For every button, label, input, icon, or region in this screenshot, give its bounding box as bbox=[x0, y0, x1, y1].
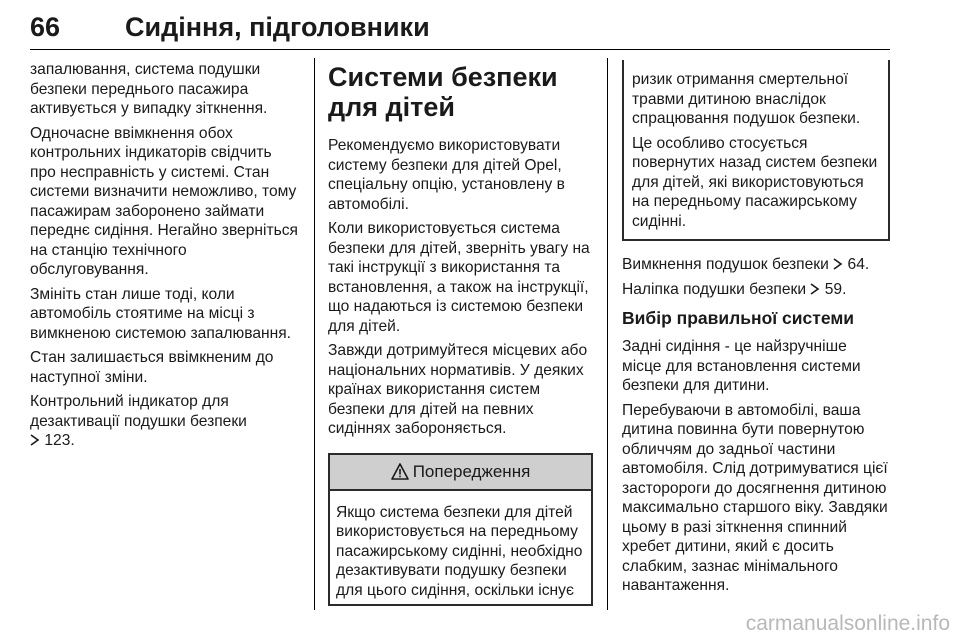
cross-reference bbox=[622, 280, 890, 300]
cross-reference-text: Наліпка подушки безпеки bbox=[622, 280, 807, 298]
page-reference-arrow-icon bbox=[30, 432, 40, 444]
cross-reference-text: Вимкнення подушок безпеки bbox=[622, 256, 829, 273]
warning-text: Якщо система безпеки для дітей використовується на передньому пасажирському сидінні, необхідно дезактивувати подушку безпеки для цього сидіння, оскільки існує bbox=[336, 503, 583, 599]
section-heading: Системи безпеки для дітей bbox=[328, 62, 558, 122]
page-title: Сидіння, підголовники bbox=[125, 12, 430, 42]
cross-reference-page[interactable]: 123. bbox=[44, 432, 75, 449]
watermark: carmanualsonline.info bbox=[745, 612, 950, 635]
warning-box-continued bbox=[622, 60, 890, 241]
paragraph: Рекомендуємо використовувати систему безпеки для дітей Opel, спеціальну опцію, установлену в автомобілі. bbox=[328, 137, 565, 213]
paragraph: Завжди дотримуйтеся місцевих або національних нормативів. У деяких країнах використання систем безпеки для дітей на певних сидіннях забороняється. bbox=[328, 342, 588, 437]
page-number: 66 bbox=[30, 12, 61, 42]
cross-reference bbox=[622, 255, 890, 275]
warning-triangle-icon bbox=[391, 463, 409, 480]
page-reference-arrow-icon bbox=[833, 256, 843, 268]
cross-reference-page[interactable]: 64. bbox=[847, 256, 870, 273]
page-header bbox=[30, 12, 890, 48]
paragraph: Перебуваючи в автомобілі, ваша дитина повинна бути повернутою обличчям до задньої частини автомобіля. Слід дотримуватися цієї засторороги до досягнення дитиною максимально старшого віку. Завдяки цьому в разі зіткнення спинний хребет дитини, який є досить слабким, зазнає мінімального навантаження. bbox=[622, 401, 888, 594]
subsection-heading: Вибір правильної системи bbox=[622, 308, 855, 328]
paragraph: Стан залишається ввімкненим до наступної зміни. bbox=[30, 349, 274, 386]
column-divider-left bbox=[314, 58, 315, 610]
paragraph: Коли використовується система безпеки для дітей, зверніть увагу на такі інструкції з використання та встановлення, а також на інструкції, що надаються із системою безпеки для дітей. bbox=[328, 220, 590, 335]
column-divider-right bbox=[607, 58, 608, 610]
warning-text: Це особливо стосується повернутих назад систем безпеки для дітей, які використовуються на передньому пасажирському сидінні. bbox=[632, 134, 878, 230]
cross-reference-text: Контрольний індикатор для дезактивації подушки безпеки bbox=[30, 393, 247, 430]
warning-box bbox=[328, 453, 593, 607]
warning-header bbox=[330, 455, 591, 491]
warning-text: ризик отримання смертельної травми дитиною внаслідок спрацювання подушок безпеки. bbox=[632, 71, 861, 127]
column-left bbox=[30, 60, 300, 456]
paragraph: Одночасне ввімкнення обох контрольних індикаторів свідчить про несправність у системі. Стан системи визначити неможливо, тому пасажирам заборонено займати переднє сидіння. Негайно зверніться на станцію технічного обслуговування. bbox=[30, 124, 298, 278]
cross-reference-page[interactable]: 59. bbox=[824, 280, 847, 298]
column-right bbox=[622, 60, 890, 601]
page-reference-arrow-icon bbox=[810, 281, 820, 293]
column-middle bbox=[328, 62, 593, 606]
paragraph: Змініть стан лише тоді, коли автомобіль стоятиме на місці з вимкненою системою запалювання. bbox=[30, 285, 292, 342]
paragraph: запалювання, система подушки безпеки переднього пасажира активується у випадку зіткнення. bbox=[30, 61, 268, 117]
warning-title: Попередження bbox=[412, 461, 531, 481]
cross-reference bbox=[30, 392, 300, 451]
header-divider bbox=[30, 49, 890, 50]
paragraph: Задні сидіння - це найзручніше місце для встановлення системи безпеки для дитини. bbox=[622, 338, 861, 394]
